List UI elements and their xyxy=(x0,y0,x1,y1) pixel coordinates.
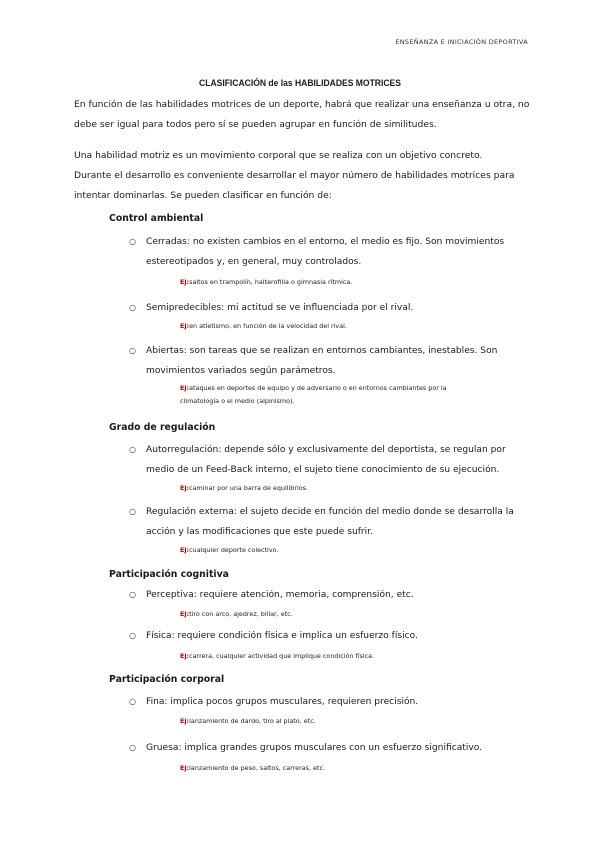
example-text: saltos en trampolín, halterofilia o gimnasia rítmica. xyxy=(189,278,353,286)
list-item-perceptiva xyxy=(0,585,600,625)
section-heading-participacion-corporal: Participación corporal xyxy=(109,674,225,685)
section-heading-participacion-cognitiva: Participación cognitiva xyxy=(109,569,229,580)
ej-label: Ej: xyxy=(180,384,190,392)
bullet-icon: ○ xyxy=(129,743,136,752)
example xyxy=(180,382,520,408)
bullet-icon: ○ xyxy=(129,237,136,246)
item-line: Semipredecibles: mi actitud se ve influenciada por el rival. xyxy=(146,303,414,313)
example xyxy=(180,608,520,621)
bullet-icon: ○ xyxy=(129,697,136,706)
example xyxy=(180,544,520,557)
ej-label: Ej: xyxy=(180,610,190,618)
ej-label: Ej: xyxy=(180,717,190,725)
ej-label: Ej: xyxy=(180,322,190,330)
item-line: Perceptiva: requiere atención, memoria, comprensión, etc. xyxy=(146,590,414,600)
example xyxy=(180,320,520,333)
ej-label: Ej: xyxy=(180,652,190,660)
example-text: tiro con arco, ajedrez, billar, etc. xyxy=(189,610,293,618)
intro-paragraph xyxy=(74,95,536,135)
example-text: climatología o el medio (alpinismo). xyxy=(180,397,295,405)
intro-line: debe ser igual para todos pero sí se pueden agrupar en función de similitudes. xyxy=(74,119,437,130)
example-text: caminar por una barra de equilibrios. xyxy=(189,484,309,492)
bullet-icon: ○ xyxy=(129,346,136,355)
example-text: en atletismo, en función de la velocidad del rival. xyxy=(189,322,347,330)
list-item-cerradas xyxy=(0,232,600,292)
definition-line: Durante el desarrollo es conveniente desarrollar el mayor número de habilidades motrices para xyxy=(74,170,515,181)
bullet-icon: ○ xyxy=(129,590,136,599)
list-item-autorregulacion xyxy=(0,440,600,500)
page-title: CLASIFICACIÓN de las HABILIDADES MOTRICES xyxy=(199,78,401,89)
intro-line: En función de las habilidades motrices de un deporte, habrá que realizar una enseñanza u otra, no xyxy=(74,99,530,110)
example-text: lanzamiento de peso, saltos, carreras, etc. xyxy=(189,764,325,772)
definition-paragraph xyxy=(74,146,536,206)
list-item-semipredecibles xyxy=(0,298,600,338)
list-item-regulacion-externa xyxy=(0,502,600,562)
item-line: Gruesa: implica grandes grupos musculares con un esfuerzo significativo. xyxy=(146,743,483,753)
example-text: carrera, cualquier actividad que implique condición física. xyxy=(189,652,375,660)
definition-line: intentar dominarlas. Se pueden clasificar en función de: xyxy=(74,190,332,201)
example xyxy=(180,650,520,663)
section-heading-grado-regulacion: Grado de regulación xyxy=(109,422,216,433)
item-line: Abiertas: son tareas que se realizan en entornos cambiantes, inestables. Son xyxy=(146,346,498,356)
section-heading-control-ambiental: Control ambiental xyxy=(109,213,204,224)
example-text: ataques en deportes de equipo y de adversario o en entornos cambiantes por la xyxy=(189,384,447,392)
list-item-fisica xyxy=(0,626,600,666)
list-item-abiertas xyxy=(0,341,600,416)
item-line: movimientos variados según parámetros. xyxy=(146,366,336,376)
item-line: acción y las modificaciones que este puede sufrir. xyxy=(146,527,373,537)
example-text: lanzamiento de dardo, tiro al plato, etc. xyxy=(189,717,316,725)
bullet-icon: ○ xyxy=(129,631,136,640)
ej-label: Ej: xyxy=(180,484,190,492)
ej-label: Ej: xyxy=(180,764,190,772)
ej-label: Ej: xyxy=(180,278,190,286)
item-line: estereotipados y, en general, muy controlados. xyxy=(146,257,362,267)
page-header: ENSEÑANZA E INICIACIÓN DEPORTIVA xyxy=(395,38,528,46)
item-line: Fina: implica pocos grupos musculares, requieren precisión. xyxy=(146,697,419,707)
list-item-gruesa xyxy=(0,738,600,778)
example-text: cualquier deporte colectivo. xyxy=(189,546,279,554)
list-item-fina xyxy=(0,692,600,732)
item-line: Regulación externa: el sujeto decide en función del medio donde se desarrolla la xyxy=(146,507,514,517)
bullet-icon: ○ xyxy=(129,445,136,454)
example xyxy=(180,762,520,775)
definition-line: Una habilidad motriz es un movimiento corporal que se realiza con un objetivo concreto. xyxy=(74,150,483,161)
example xyxy=(180,276,520,289)
example xyxy=(180,715,520,728)
bullet-icon: ○ xyxy=(129,303,136,312)
example xyxy=(180,482,520,495)
bullet-icon: ○ xyxy=(129,507,136,516)
ej-label: Ej: xyxy=(180,546,190,554)
item-line: medio de un Feed-Back interno, el sujeto tiene conocimiento de su ejecución. xyxy=(146,465,500,475)
item-line: Cerradas: no existen cambios en el entorno, el medio es fijo. Son movimientos xyxy=(146,237,505,247)
item-line: Física: requiere condición física e implica un esfuerzo físico. xyxy=(146,631,418,641)
item-line: Autorregulación: depende sólo y exclusivamente del deportista, se regulan por xyxy=(146,445,506,455)
